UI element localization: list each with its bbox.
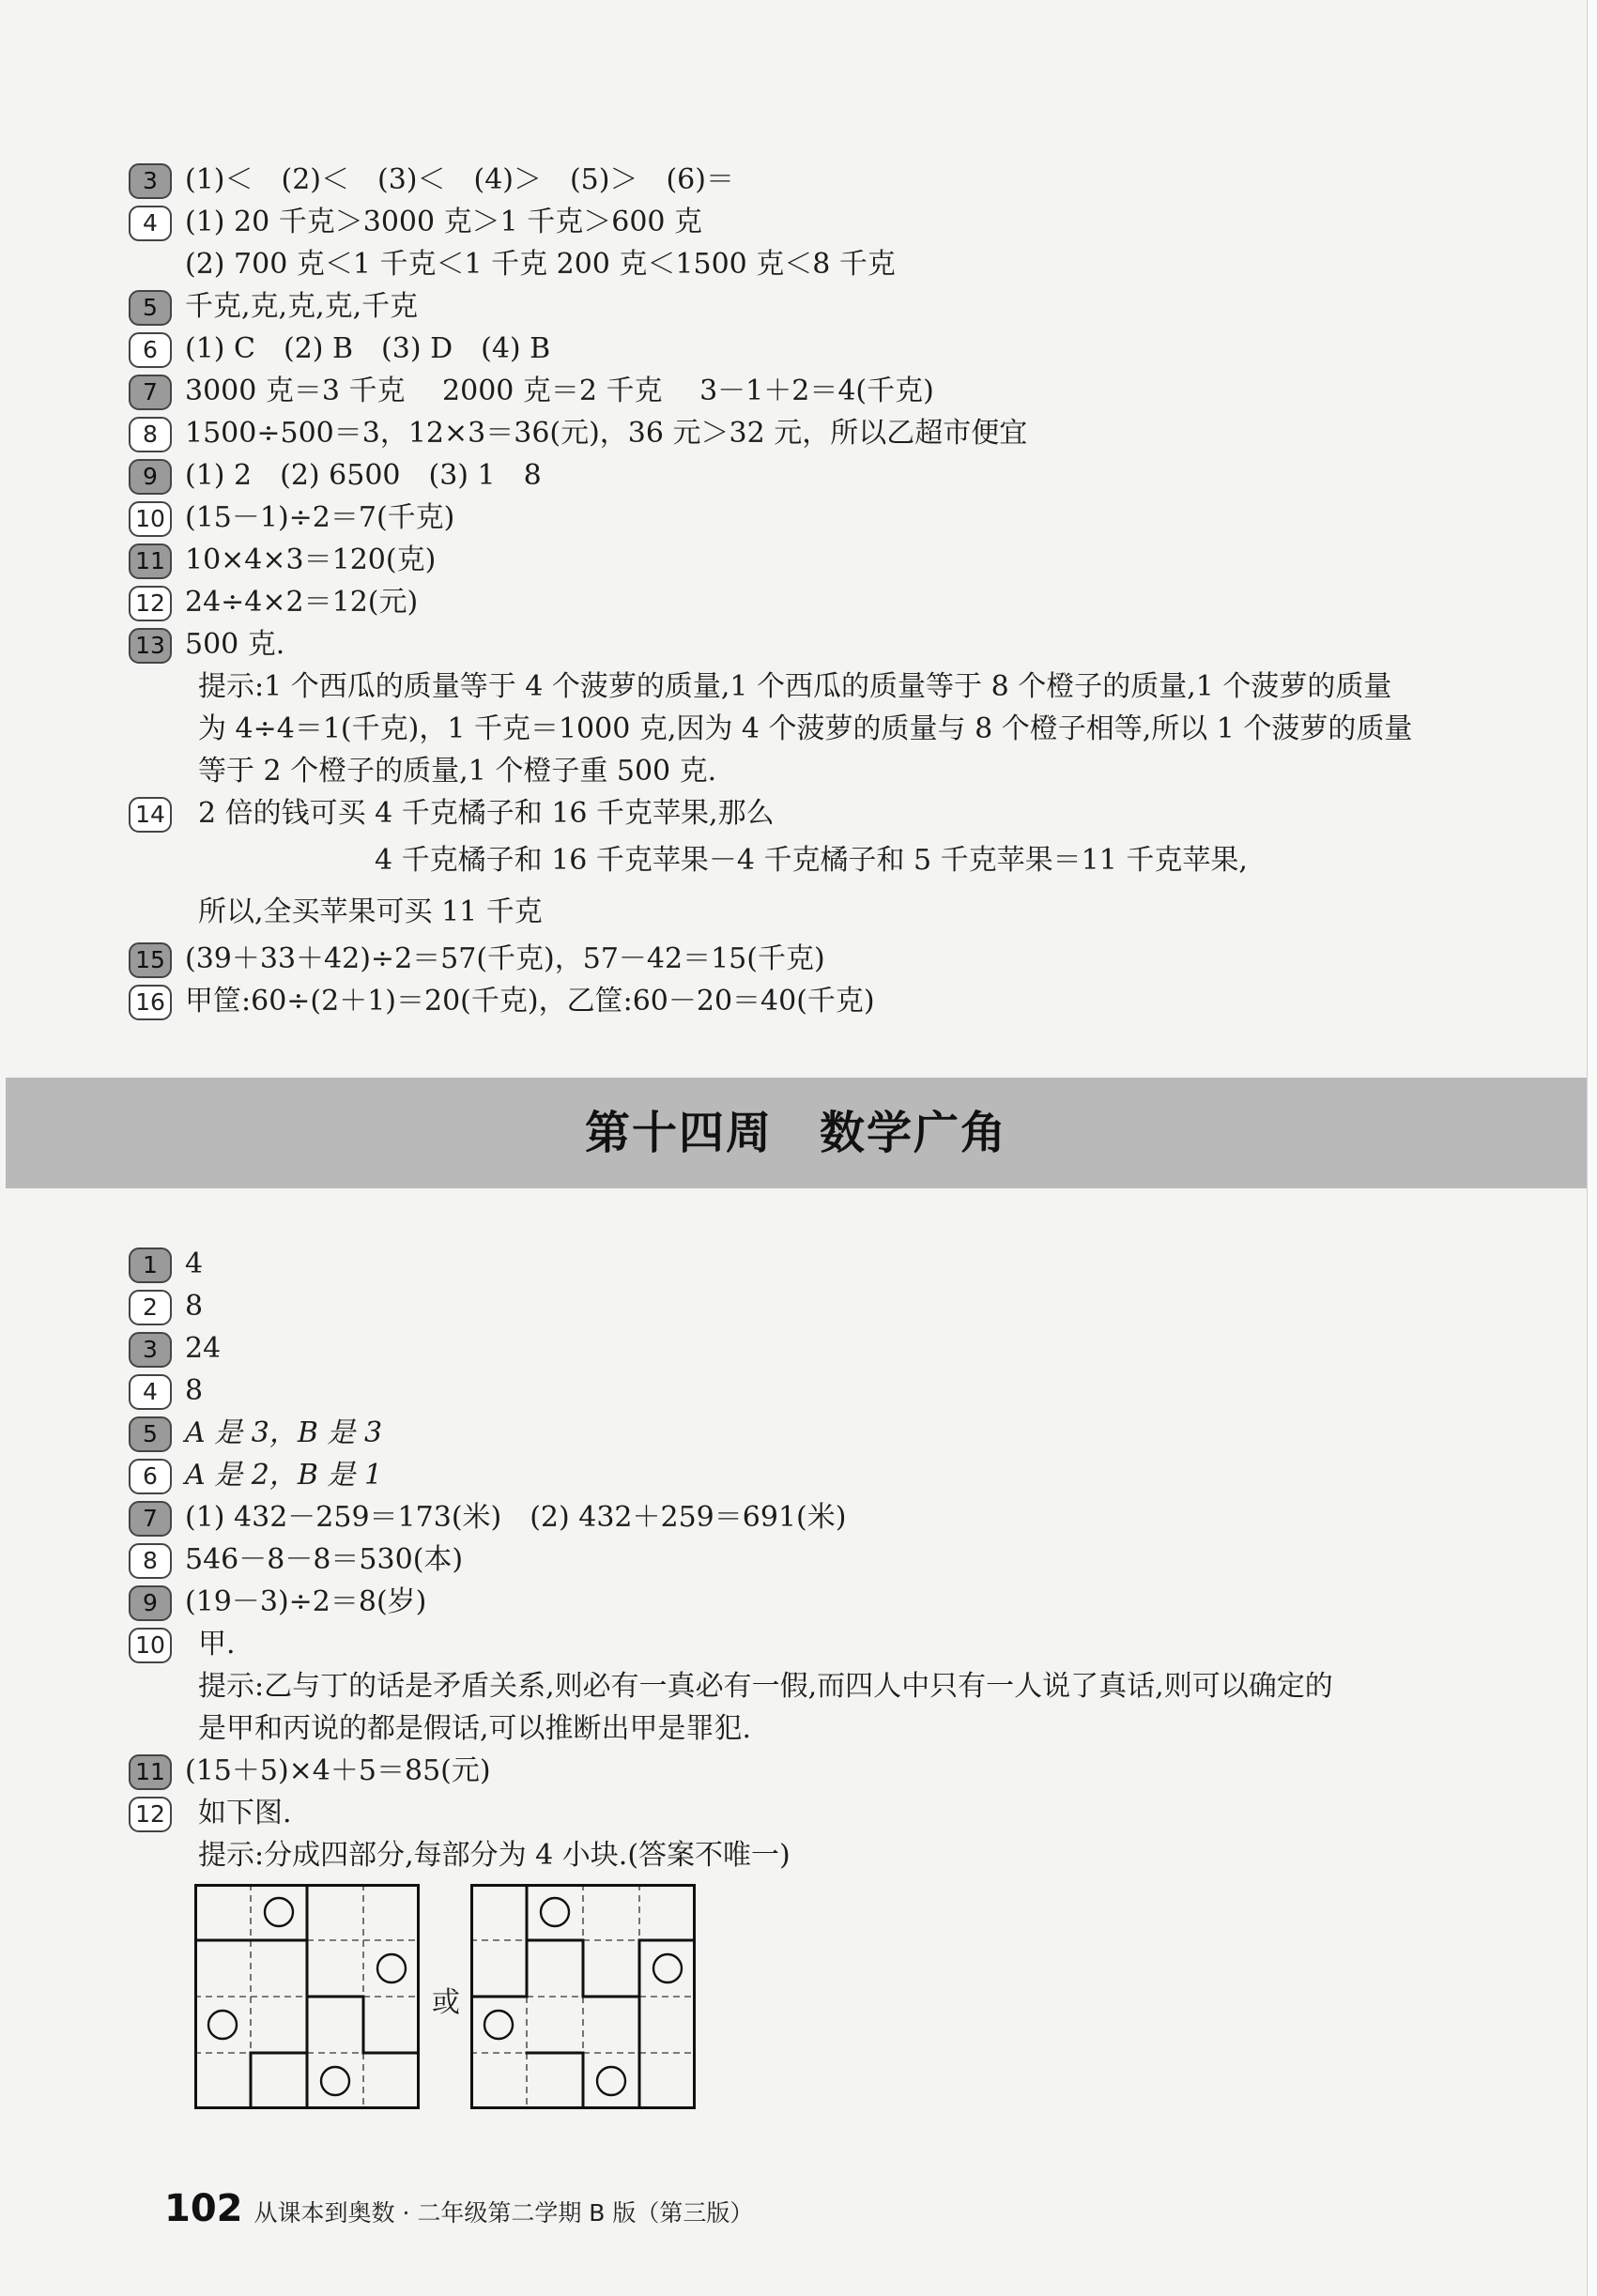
hint-line <box>129 1707 1518 1750</box>
answer-item <box>129 159 1518 201</box>
answer-text: (39＋33＋42)÷2＝57(千克)，57－42＝15(千克) <box>185 942 825 975</box>
answer-item <box>129 412 1518 454</box>
book-title: 从课本到奥数 · 二年级第二学期 B 版（第三版） <box>253 2199 754 2227</box>
page-number: 102 <box>164 2187 243 2230</box>
hint-text: 是甲和丙说的都是假话,可以推断出甲是罪犯. <box>198 1712 752 1745</box>
answer-text: 8 <box>185 1374 204 1407</box>
equation-line <box>129 834 1518 886</box>
answer-item <box>129 1538 1518 1581</box>
answer-item <box>129 623 1518 666</box>
answer-text: 10×4×3＝120(克) <box>185 543 437 576</box>
question-number: 7 <box>129 375 172 410</box>
answer-text: 24÷4×2＝12(元) <box>185 586 419 619</box>
answer-text: (19－3)÷2＝8(岁) <box>185 1585 427 1618</box>
question-number: 9 <box>129 1585 172 1621</box>
question-number: 6 <box>129 1459 172 1494</box>
question-number: 9 <box>129 459 172 495</box>
question-number: 13 <box>129 628 172 664</box>
hint-text: 提示:分成四部分,每部分为 4 小块.(答案不唯一) <box>198 1839 791 1872</box>
question-number: 5 <box>129 290 172 326</box>
answer-text: (1) 432－259＝173(米) (2) 432＋259＝691(米) <box>185 1501 847 1534</box>
answer-text: 甲. <box>198 1628 236 1661</box>
question-number: 6 <box>129 332 172 368</box>
answer-item <box>129 370 1518 412</box>
answer-text: (15＋5)×4＋5＝85(元) <box>185 1754 491 1787</box>
question-number: 3 <box>129 163 172 199</box>
answer-item <box>129 539 1518 581</box>
answer-text: 所以,全买苹果可买 11 千克 <box>198 895 543 928</box>
answer-list-current <box>129 1243 1518 1876</box>
hint-line <box>129 1834 1518 1876</box>
question-number: 7 <box>129 1501 172 1537</box>
answer-item <box>129 497 1518 539</box>
answer-item <box>129 1750 1518 1792</box>
question-number: 10 <box>129 501 172 537</box>
answer-text: 500 克. <box>185 628 285 661</box>
answer-item <box>129 581 1518 623</box>
topic-label: 数学广角 <box>820 1107 1008 1159</box>
question-number: 4 <box>129 1374 172 1410</box>
question-number: 12 <box>129 1797 172 1832</box>
answer-continuation <box>129 243 1518 285</box>
answer-text: 8 <box>185 1290 204 1323</box>
hint-line <box>129 750 1518 792</box>
answer-text: (1)＜ (2)＜ (3)＜ (4)＞ (5)＞ (6)＝ <box>185 163 734 196</box>
hint-text: 为 4÷4＝1(千克)，1 千克＝1000 克,因为 4 个菠萝的质量与 8 个橙子相等,所以 1 个菠萝的质量 <box>198 712 1413 745</box>
question-number: 3 <box>129 1332 172 1368</box>
question-number: 14 <box>129 797 172 833</box>
hint-text: 提示:1 个西瓜的质量等于 4 个菠萝的质量,1 个西瓜的质量等于 8 个橙子的质量,1 个菠萝的质量 <box>198 670 1392 703</box>
answer-item <box>129 1792 1518 1834</box>
answer-item <box>129 1581 1518 1623</box>
question-number: 8 <box>129 417 172 452</box>
answer-item <box>129 285 1518 328</box>
question-number: 2 <box>129 1290 172 1325</box>
answer-text: 2 倍的钱可买 4 千克橘子和 16 千克苹果,那么 <box>198 797 775 830</box>
answer-text: (1) C (2) B (3) D (4) B <box>185 332 551 365</box>
hint-line <box>129 1665 1518 1707</box>
question-number: 15 <box>129 942 172 978</box>
answer-item <box>129 1496 1518 1538</box>
answer-text: 千克,克,克,克,千克 <box>185 290 419 323</box>
answer-item <box>129 1623 1518 1665</box>
answer-text: 24 <box>185 1332 222 1365</box>
question-number: 10 <box>129 1628 172 1663</box>
answer-text: 甲筐:60÷(2＋1)＝20(千克)，乙筐:60－20＝40(千克) <box>185 985 875 1018</box>
answer-text: 3000 克＝3 千克 2000 克＝2 千克 3－1＋2＝4(千克) <box>185 375 934 407</box>
week-label: 第十四周 <box>584 1107 773 1159</box>
answer-continuation <box>129 886 1518 938</box>
answer-text: 如下图. <box>198 1797 292 1829</box>
grid-figure-2 <box>470 1884 696 2109</box>
answer-item <box>129 938 1518 980</box>
section-banner <box>6 1078 1587 1188</box>
answer-text: (1) 2 (2) 6500 (3) 1 8 <box>185 459 542 492</box>
answer-text: (1) 20 千克＞3000 克＞1 千克＞600 克 <box>185 206 703 238</box>
page-edge <box>1587 0 1597 2296</box>
answer-item <box>129 201 1518 243</box>
answer-text: (15－1)÷2＝7(千克) <box>185 501 455 534</box>
answer-item <box>129 1327 1518 1370</box>
answer-item <box>129 1412 1518 1454</box>
question-number: 11 <box>129 1754 172 1790</box>
hint-line <box>129 666 1518 708</box>
answer-item <box>129 328 1518 370</box>
answer-text: (2) 700 克＜1 千克＜1 千克 200 克＜1500 克＜8 千克 <box>185 248 896 281</box>
answer-list-prev <box>129 159 1518 1022</box>
section-title <box>6 1078 1587 1188</box>
answer-text: 546－8－8＝530(本) <box>185 1543 464 1576</box>
equation-text: 4 千克橘子和 16 千克苹果－4 千克橘子和 5 千克苹果＝11 千克苹果, <box>375 844 1248 877</box>
question-number: 1 <box>129 1247 172 1283</box>
page-footer <box>164 2187 753 2230</box>
question-number: 16 <box>129 985 172 1020</box>
answer-text: 4 <box>185 1247 204 1280</box>
answer-text: 1500÷500＝3，12×3＝36(元)，36 元＞32 元，所以乙超市便宜 <box>185 417 1028 450</box>
question-number: 11 <box>129 543 172 579</box>
answer-item <box>129 1454 1518 1496</box>
answer-item <box>129 1285 1518 1327</box>
hint-line <box>129 708 1518 750</box>
hint-text: 等于 2 个橙子的质量,1 个橙子重 500 克. <box>198 755 717 788</box>
question-number: 8 <box>129 1543 172 1579</box>
or-connector: 或 <box>432 1986 460 2019</box>
question-number: 4 <box>129 206 172 241</box>
answer-item <box>129 454 1518 497</box>
hint-text: 提示:乙与丁的话是矛盾关系,则必有一真必有一假,而四人中只有一人说了真话,则可以确定的 <box>198 1670 1333 1703</box>
answer-item <box>129 1370 1518 1412</box>
answer-item <box>129 1243 1518 1285</box>
question-number: 5 <box>129 1416 172 1452</box>
grid-figure-1 <box>194 1884 420 2109</box>
answer-text: A 是 2，B 是 1 <box>185 1459 383 1492</box>
answer-text: A 是 3，B 是 3 <box>185 1416 383 1449</box>
answer-item <box>129 792 1518 834</box>
answer-item <box>129 980 1518 1022</box>
question-number: 12 <box>129 586 172 621</box>
